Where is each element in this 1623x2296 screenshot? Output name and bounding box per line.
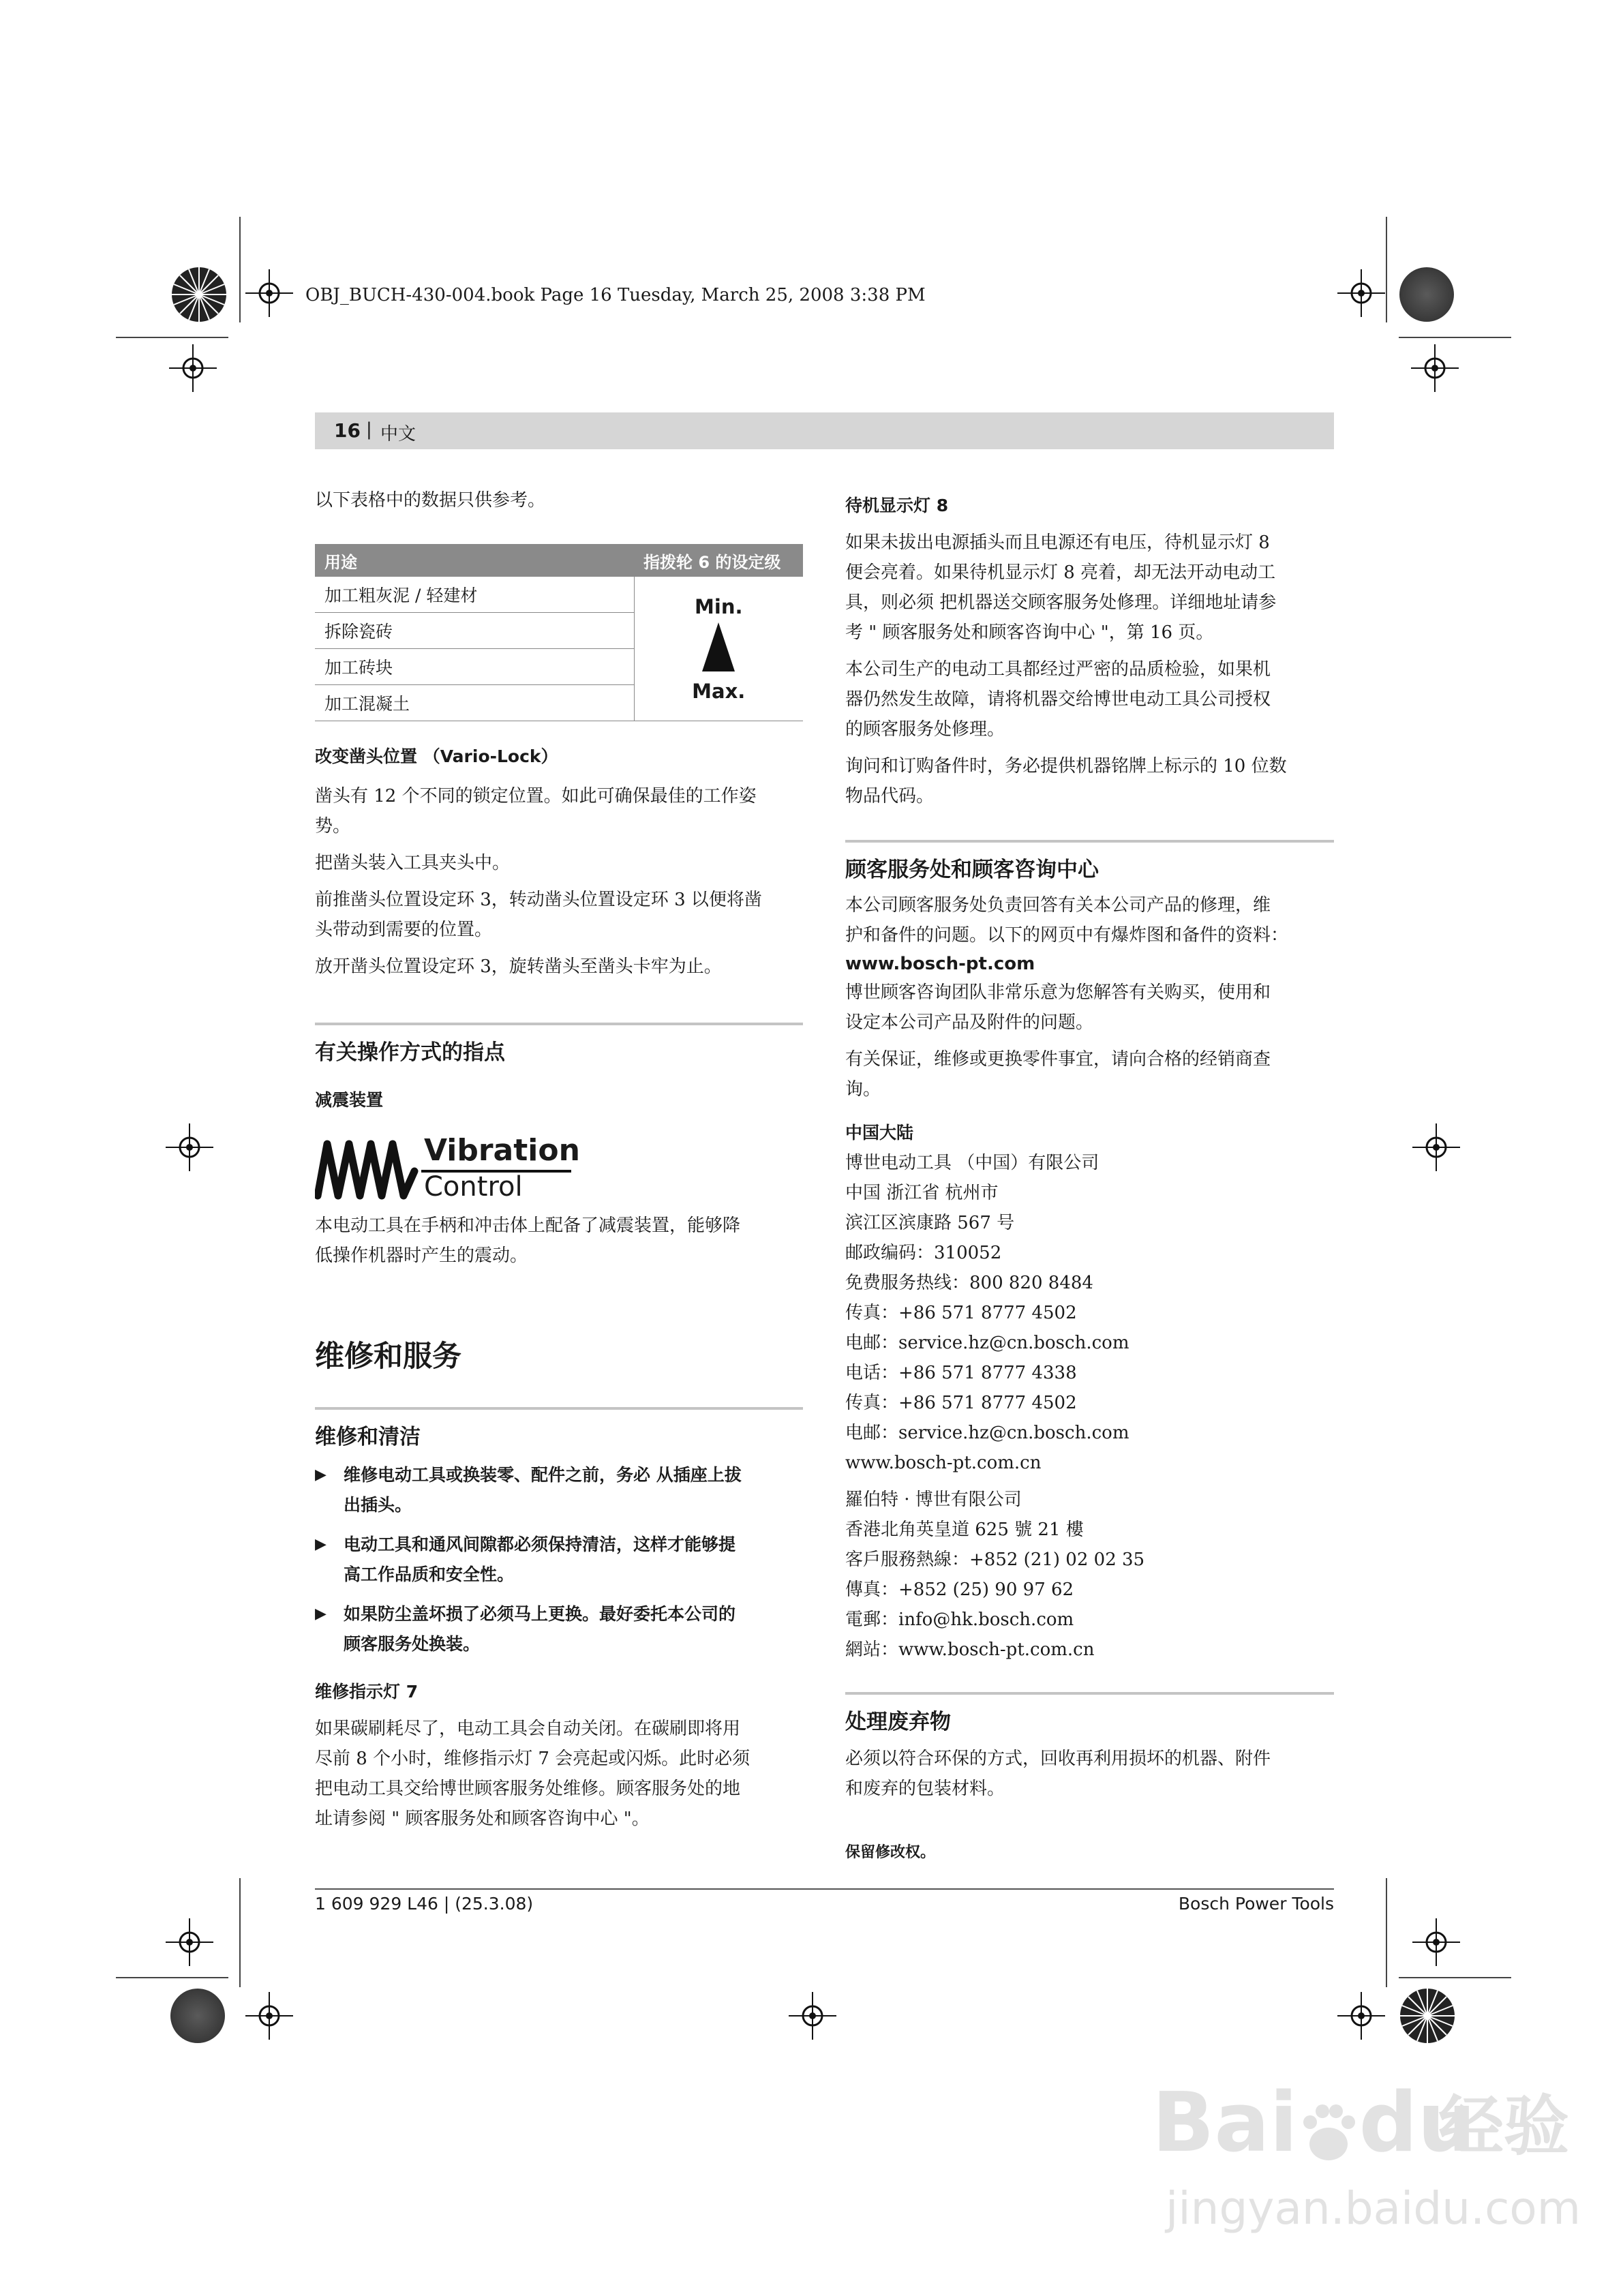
cleaning-bullets <box>315 1460 803 1659</box>
vario-p3-l1: 前推凿头位置设定环 3，转动凿头位置设定环 3 以便将凿 <box>315 890 762 910</box>
registration-mark <box>1412 1918 1460 1966</box>
contact-line: 电邮：service.hz@cn.bosch.com <box>845 1333 1129 1353</box>
damping-title: 减震装置 <box>315 1090 384 1110</box>
indicator7-l2: 尽前 8 个小时，维修指示灯 7 会亮起或闪烁。此时必须 <box>315 1749 750 1769</box>
mainland-contact <box>845 1118 1334 1478</box>
contact-line: 傳真：+852 (25) 90 97 62 <box>845 1580 1074 1600</box>
table-cell: 加工砖块 <box>315 649 634 685</box>
footer-doc-number: 1 609 929 L46 | (25.3.08) <box>315 1894 534 1914</box>
bullet-item <box>315 1530 803 1590</box>
contact-line: 免费服务热线：800 820 8484 <box>845 1273 1093 1293</box>
bullet-l2: 高工作品质和安全性。 <box>344 1565 515 1584</box>
team-l1: 博世顾客咨询团队非常乐意为您解答有关购买，使用和 <box>845 982 1271 1003</box>
service-title: 维修和服务 <box>315 1340 461 1374</box>
indicator7-l1: 如果碳刷耗尽了，电动工具会自动关闭。在碳刷即将用 <box>315 1719 741 1739</box>
crop-line <box>116 1977 228 1978</box>
vario-p4: 放开凿头位置设定环 3，旋转凿头至凿头卡牢为止。 <box>315 956 722 977</box>
bullet-triangle-icon: ▶ <box>315 1466 327 1483</box>
vario-p1-l2: 势。 <box>315 816 351 836</box>
disposal-l2: 和废弃的包装材料。 <box>845 1779 1005 1799</box>
bullet-item <box>315 1460 803 1520</box>
density-circle <box>1399 267 1454 322</box>
crop-line <box>116 337 228 338</box>
header-separator: | <box>366 419 372 440</box>
disposal-title: 处理废弃物 <box>845 1710 951 1734</box>
baidu-watermark <box>1152 2076 1588 2256</box>
disposal-text <box>845 1744 1334 1804</box>
registration-mark <box>789 1992 836 2040</box>
parts-l2: 物品代码。 <box>845 786 935 806</box>
bullet-l1: 维修电动工具或换装零、配件之前，务必 从插座上拔 <box>344 1465 742 1485</box>
quality-l3: 的顾客服务处修理。 <box>845 719 1005 740</box>
crop-line <box>239 217 241 322</box>
quality-l2: 器仍然发生故障，请将机器交给博世电动工具公司授权 <box>845 689 1271 710</box>
registration-mark <box>1337 269 1385 317</box>
page-header-bar <box>315 412 1334 449</box>
registration-mark <box>245 269 293 317</box>
contact-line: 博世电动工具 （中国）有限公司 <box>845 1153 1099 1173</box>
section-rule <box>315 1407 803 1410</box>
cleaning-title: 维修和清洁 <box>315 1425 421 1449</box>
warranty-l1: 有关保证，维修或更换零件事宜，请向合格的经销商查 <box>845 1049 1271 1070</box>
watermark-brand: Bai du <box>1152 2076 1476 2171</box>
contact-line: 客戶服務熱線：+852 (21) 02 02 35 <box>845 1550 1145 1570</box>
standby-l1: 如果未拔出电源插头而且电源还有电压，待机显示灯 8 <box>845 532 1270 553</box>
contact-line: 传真：+86 571 8777 4502 <box>845 1393 1077 1413</box>
registration-mark <box>169 344 217 392</box>
registration-mark <box>1412 1123 1460 1171</box>
contact-line: 滨江区滨康路 567 号 <box>845 1213 1015 1233</box>
section-rule <box>315 1023 803 1025</box>
table-header-use: 用途 <box>315 544 634 577</box>
indicator7-section <box>315 1677 803 1834</box>
cs-l1: 本公司顾客服务处负责回答有关本公司产品的修理，维 <box>845 895 1271 916</box>
section-rule <box>845 1692 1334 1695</box>
table-cell: 加工粗灰泥 / 轻建材 <box>315 577 634 613</box>
vario-p2: 把凿头装入工具夹头中。 <box>315 853 511 873</box>
table-row <box>315 577 803 613</box>
contact-line: 羅伯特 · 博世有限公司 <box>845 1490 1022 1510</box>
crop-line <box>1386 217 1387 322</box>
contact-line: 电话：+86 571 8777 4338 <box>845 1363 1077 1383</box>
settings-table <box>315 544 803 721</box>
section-rule <box>845 840 1334 843</box>
contact-line: 邮政编码：310052 <box>845 1243 1002 1263</box>
cs-l2: 护和备件的问题。以下的网页中有爆炸图和备件的资料： <box>845 925 1289 946</box>
damping-l1: 本电动工具在手柄和冲击体上配备了减震装置，能够降 <box>315 1215 741 1236</box>
disposal-l1: 必须以符合环保的方式，回收再利用损坏的机器、附件 <box>845 1749 1271 1769</box>
bullet-l2: 出插头。 <box>344 1495 412 1515</box>
warranty-l2: 询。 <box>845 1079 881 1100</box>
contact-line: 中国 浙江省 杭州市 <box>845 1183 999 1203</box>
standby-l3: 具，则必须 把机器送交顾客服务处修理。详细地址请参 <box>845 592 1277 613</box>
density-circle <box>170 1989 225 2043</box>
damping-text <box>315 1211 803 1271</box>
crop-line <box>239 1878 241 1987</box>
contact-line: 传真：+86 571 8777 4502 <box>845 1303 1077 1323</box>
header-language: 中文 <box>380 424 416 444</box>
customer-service-text <box>845 890 1334 1104</box>
print-job-header: OBJ_BUCH-430-004.book Page 16 Tuesday, March 25, 2008 3:38 PM <box>305 285 926 305</box>
page-number: 16 <box>334 419 361 442</box>
contact-website[interactable]: 網站：www.bosch-pt.com.cn <box>845 1640 1095 1660</box>
indicator7-title: 维修指示灯 7 <box>315 1682 419 1702</box>
hk-contact <box>845 1485 1334 1665</box>
crop-line <box>1399 337 1511 338</box>
bullet-triangle-icon: ▶ <box>315 1536 327 1553</box>
max-label: Max. <box>692 679 746 703</box>
standby-l2: 便会亮着。如果待机显示灯 8 亮着，却无法开动电动工 <box>845 562 1276 583</box>
vario-p3-l2: 头带动到需要的位置。 <box>315 920 493 940</box>
logo-word-vibration: Vibration <box>424 1133 580 1168</box>
standby-title: 待机显示灯 8 <box>845 496 949 515</box>
contact-line: 電郵：info@hk.bosch.com <box>845 1610 1074 1630</box>
bullet-triangle-icon: ▶ <box>315 1605 327 1622</box>
indicator7-l4: 址请参阅 " 顾客服务处和顾客咨询中心 "。 <box>315 1809 650 1829</box>
table-cell: 加工混凝土 <box>315 685 634 721</box>
registration-mark <box>245 1992 293 2040</box>
contact-website[interactable]: www.bosch-pt.com.cn <box>845 1453 1042 1473</box>
footer-brand: Bosch Power Tools <box>1178 1894 1334 1914</box>
registration-mark <box>166 1918 213 1966</box>
table-header-row <box>315 544 803 577</box>
bullet-item <box>315 1599 803 1659</box>
vario-lock-section <box>315 742 803 982</box>
damping-l2: 低操作机器时产生的震动。 <box>315 1245 528 1266</box>
table-intro: 以下表格中的数据只供参考。 <box>315 490 546 511</box>
starburst-mark <box>1399 1987 1456 2044</box>
table-cell: 拆除瓷砖 <box>315 613 634 649</box>
bullet-l1: 电动工具和通风间隙都必须保持清洁，这样才能够提 <box>344 1535 736 1554</box>
watermark-url: jingyan.baidu.com <box>1166 2182 1581 2235</box>
starburst-mark <box>170 266 228 323</box>
registration-mark <box>1337 1992 1385 2040</box>
customer-service-title: 顾客服务处和顾客咨询中心 <box>845 858 1099 882</box>
footer-rule <box>315 1888 1334 1890</box>
vibration-wave-icon <box>315 1137 424 1200</box>
vario-lock-title: 改变凿头位置 （Vario-Lock） <box>315 746 558 766</box>
bullet-l2: 顾客服务处换装。 <box>344 1634 481 1654</box>
operation-tips-title: 有关操作方式的指点 <box>315 1040 505 1065</box>
crop-line <box>1386 1878 1387 1987</box>
min-max-indicator <box>634 577 803 721</box>
registration-mark <box>166 1123 213 1171</box>
contact-line: 香港北角英皇道 625 號 21 樓 <box>845 1520 1084 1540</box>
standby-l4: 考 " 顾客服务处和顾客咨询中心 "，第 16 页。 <box>845 622 1214 643</box>
logo-word-control: Control <box>424 1171 523 1203</box>
crop-line <box>1399 1977 1511 1978</box>
table-header-setting: 指拨轮 6 的设定级 <box>634 544 803 577</box>
contact-line: 电邮：service.hz@cn.bosch.com <box>845 1423 1129 1443</box>
registration-mark <box>1411 344 1459 392</box>
standby-section <box>845 491 1334 811</box>
bosch-website-link[interactable]: www.bosch-pt.com <box>845 954 1035 974</box>
watermark-cn: 经验 <box>1438 2088 1569 2164</box>
left-column <box>315 485 803 721</box>
min-label: Min. <box>695 594 743 618</box>
quality-l1: 本公司生产的电动工具都经过严密的品质检验，如果机 <box>845 659 1271 680</box>
vibration-control-logo <box>315 1132 580 1203</box>
vario-p1-l1: 凿头有 12 个不同的锁定位置。如此可确保最佳的工作姿 <box>315 786 757 806</box>
triangle-up-icon <box>702 622 735 671</box>
mainland-title: 中国大陆 <box>845 1123 914 1143</box>
indicator7-l3: 把电动工具交给博世顾客服务处维修。顾客服务处的地 <box>315 1779 741 1799</box>
paw-icon <box>1298 2094 1359 2162</box>
bullet-l1: 如果防尘盖坏损了必须马上更换。最好委托本公司的 <box>344 1604 736 1624</box>
parts-l1: 询问和订购备件时，务必提供机器铭牌上标示的 10 位数 <box>845 756 1287 776</box>
team-l2: 设定本公司产品及附件的问题。 <box>845 1012 1094 1033</box>
rights-reserved: 保留修改权。 <box>845 1844 936 1861</box>
